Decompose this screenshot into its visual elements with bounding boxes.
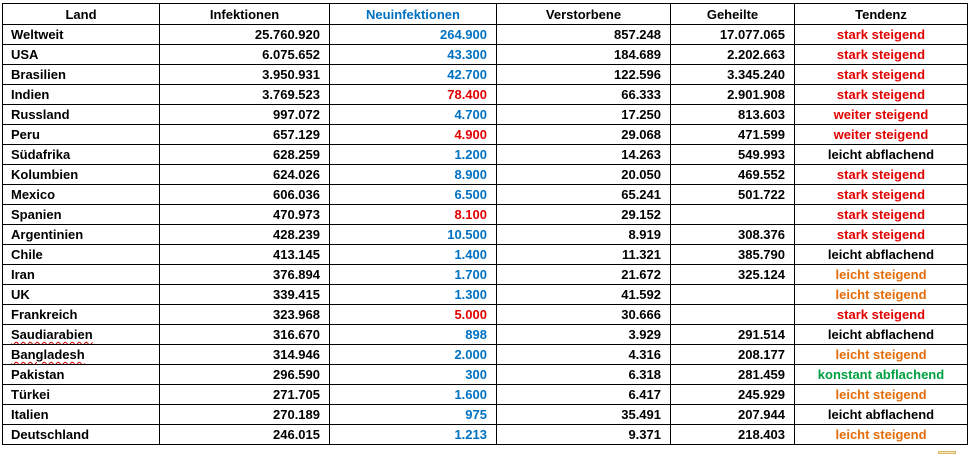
cell-geheilte: 3.345.240: [671, 65, 795, 85]
cell-tendenz: leicht abflachend: [795, 405, 968, 425]
cell-verstorbene: 29.152: [497, 205, 671, 225]
cell-land: [3, 345, 160, 365]
table-row: [3, 245, 968, 265]
cell-neuinfektionen: 1.200: [330, 145, 497, 165]
cell-infektionen: 316.670: [160, 325, 330, 345]
cell-tendenz: leicht abflachend: [795, 245, 968, 265]
cell-infektionen: 3.769.523: [160, 85, 330, 105]
cell-infektionen: 376.894: [160, 265, 330, 285]
cell-geheilte: [671, 285, 795, 305]
cell-geheilte: 325.124: [671, 265, 795, 285]
cell-verstorbene: 6.318: [497, 365, 671, 385]
cell-infektionen: 271.705: [160, 385, 330, 405]
cell-tendenz: leicht steigend: [795, 285, 968, 305]
cell-neuinfektionen: 1.600: [330, 385, 497, 405]
header-land: Land: [3, 4, 160, 25]
spellcheck-underlined-text: Bangladesh: [11, 347, 85, 362]
cell-neuinfektionen: 1.213: [330, 425, 497, 445]
cell-verstorbene: 14.263: [497, 145, 671, 165]
table-row: [3, 365, 968, 385]
cell-tendenz: leicht abflachend: [795, 325, 968, 345]
cell-neuinfektionen: 6.500: [330, 185, 497, 205]
cell-tendenz: leicht steigend: [795, 345, 968, 365]
cell-tendenz: leicht steigend: [795, 385, 968, 405]
cell-tendenz: leicht steigend: [795, 425, 968, 445]
cell-geheilte: 501.722: [671, 185, 795, 205]
cell-land: Indien: [3, 85, 160, 105]
cell-verstorbene: 35.491: [497, 405, 671, 425]
cell-neuinfektionen: 300: [330, 365, 497, 385]
cell-tendenz: stark steigend: [795, 305, 968, 325]
cell-land: USA: [3, 45, 160, 65]
cell-verstorbene: 29.068: [497, 125, 671, 145]
table-row: [3, 345, 968, 365]
table-row: [3, 425, 968, 445]
cell-land: Brasilien: [3, 65, 160, 85]
cell-land: UK: [3, 285, 160, 305]
cell-geheilte: 813.603: [671, 105, 795, 125]
cell-infektionen: 657.129: [160, 125, 330, 145]
cell-neuinfektionen: 42.700: [330, 65, 497, 85]
cell-infektionen: 323.968: [160, 305, 330, 325]
cell-verstorbene: 857.248: [497, 25, 671, 45]
cell-infektionen: 314.946: [160, 345, 330, 365]
cell-geheilte: 291.514: [671, 325, 795, 345]
cell-geheilte: 385.790: [671, 245, 795, 265]
cell-tendenz: weiter steigend: [795, 105, 968, 125]
cell-land: Mexico: [3, 185, 160, 205]
cell-tendenz: stark steigend: [795, 65, 968, 85]
table-row: [3, 165, 968, 185]
table-row: [3, 85, 968, 105]
table-row: [3, 225, 968, 245]
cell-neuinfektionen: 43.300: [330, 45, 497, 65]
cell-verstorbene: 17.250: [497, 105, 671, 125]
cell-land: Spanien: [3, 205, 160, 225]
cell-geheilte: 208.177: [671, 345, 795, 365]
table-row: [3, 325, 968, 345]
cell-geheilte: 2.202.663: [671, 45, 795, 65]
cell-land: [3, 325, 160, 345]
cell-neuinfektionen: 975: [330, 405, 497, 425]
cell-neuinfektionen: 10.500: [330, 225, 497, 245]
cell-geheilte: 245.929: [671, 385, 795, 405]
header-row: [3, 4, 968, 25]
cell-neuinfektionen: 5.000: [330, 305, 497, 325]
cell-verstorbene: 184.689: [497, 45, 671, 65]
cell-tendenz: stark steigend: [795, 225, 968, 245]
cell-verstorbene: 9.371: [497, 425, 671, 445]
table-body: [3, 25, 968, 445]
cell-land: Russland: [3, 105, 160, 125]
table-row: [3, 25, 968, 45]
cell-tendenz: stark steigend: [795, 165, 968, 185]
cell-geheilte: 17.077.065: [671, 25, 795, 45]
cell-verstorbene: 41.592: [497, 285, 671, 305]
cell-land: Türkei: [3, 385, 160, 405]
cell-land: Weltweit: [3, 25, 160, 45]
cell-land: Chile: [3, 245, 160, 265]
table-row: [3, 205, 968, 225]
cell-tendenz: leicht steigend: [795, 265, 968, 285]
header-infektionen: Infektionen: [160, 4, 330, 25]
cell-geheilte: 207.944: [671, 405, 795, 425]
cell-geheilte: 469.552: [671, 165, 795, 185]
cell-land: Italien: [3, 405, 160, 425]
cell-infektionen: 624.026: [160, 165, 330, 185]
cell-verstorbene: 66.333: [497, 85, 671, 105]
cell-infektionen: 6.075.652: [160, 45, 330, 65]
cell-verstorbene: 30.666: [497, 305, 671, 325]
cell-infektionen: 3.950.931: [160, 65, 330, 85]
header-tendenz: Tendenz: [795, 4, 968, 25]
cell-infektionen: 25.760.920: [160, 25, 330, 45]
cell-neuinfektionen: 1.300: [330, 285, 497, 305]
header-neuinfektionen: Neuinfektionen: [330, 4, 497, 25]
cell-geheilte: 2.901.908: [671, 85, 795, 105]
cell-geheilte: 471.599: [671, 125, 795, 145]
cell-tendenz: stark steigend: [795, 45, 968, 65]
cell-verstorbene: 6.417: [497, 385, 671, 405]
table-row: [3, 385, 968, 405]
cell-tendenz: konstant abflachend: [795, 365, 968, 385]
cell-geheilte: 218.403: [671, 425, 795, 445]
cell-neuinfektionen: 4.900: [330, 125, 497, 145]
cell-land: Deutschland: [3, 425, 160, 445]
cell-land: Südafrika: [3, 145, 160, 165]
cell-tendenz: stark steigend: [795, 25, 968, 45]
cell-neuinfektionen: 1.700: [330, 265, 497, 285]
cell-verstorbene: 8.919: [497, 225, 671, 245]
cell-geheilte: [671, 305, 795, 325]
table-row: [3, 285, 968, 305]
cell-neuinfektionen: 8.100: [330, 205, 497, 225]
cell-neuinfektionen: 898: [330, 325, 497, 345]
cell-tendenz: weiter steigend: [795, 125, 968, 145]
cell-verstorbene: 21.672: [497, 265, 671, 285]
cell-verstorbene: 20.050: [497, 165, 671, 185]
cell-infektionen: 296.590: [160, 365, 330, 385]
cell-tendenz: leicht abflachend: [795, 145, 968, 165]
cell-infektionen: 339.415: [160, 285, 330, 305]
table-row: [3, 105, 968, 125]
spellcheck-underlined-text: Saudiarabien: [11, 327, 93, 342]
cell-geheilte: 281.459: [671, 365, 795, 385]
cell-infektionen: 628.259: [160, 145, 330, 165]
cell-land: Pakistan: [3, 365, 160, 385]
cell-neuinfektionen: 78.400: [330, 85, 497, 105]
table-row: [3, 185, 968, 205]
table-row: [3, 65, 968, 85]
cell-verstorbene: 65.241: [497, 185, 671, 205]
cell-neuinfektionen: 4.700: [330, 105, 497, 125]
table-row: [3, 145, 968, 165]
cell-land: Iran: [3, 265, 160, 285]
cell-verstorbene: 11.321: [497, 245, 671, 265]
cell-infektionen: 997.072: [160, 105, 330, 125]
cell-neuinfektionen: 264.900: [330, 25, 497, 45]
table-row: [3, 405, 968, 425]
cell-tendenz: stark steigend: [795, 205, 968, 225]
cell-land: Frankreich: [3, 305, 160, 325]
cell-infektionen: 270.189: [160, 405, 330, 425]
cell-geheilte: [671, 205, 795, 225]
cell-neuinfektionen: 2.000: [330, 345, 497, 365]
cell-geheilte: 549.993: [671, 145, 795, 165]
table-row: [3, 305, 968, 325]
cell-infektionen: 413.145: [160, 245, 330, 265]
table-row: [3, 265, 968, 285]
cell-land: Peru: [3, 125, 160, 145]
cell-geheilte: 308.376: [671, 225, 795, 245]
cell-verstorbene: 4.316: [497, 345, 671, 365]
cell-infektionen: 470.973: [160, 205, 330, 225]
cell-land: Argentinien: [3, 225, 160, 245]
cell-tendenz: stark steigend: [795, 85, 968, 105]
cell-neuinfektionen: 8.900: [330, 165, 497, 185]
cell-infektionen: 428.239: [160, 225, 330, 245]
table-row: [3, 125, 968, 145]
cell-tendenz: stark steigend: [795, 185, 968, 205]
header-verstorbene: Verstorbene: [497, 4, 671, 25]
cell-neuinfektionen: 1.400: [330, 245, 497, 265]
header-geheilte: Geheilte: [671, 4, 795, 25]
table-row: [3, 45, 968, 65]
covid-statistics-table: [2, 3, 968, 445]
cell-verstorbene: 3.929: [497, 325, 671, 345]
cell-infektionen: 606.036: [160, 185, 330, 205]
cell-verstorbene: 122.596: [497, 65, 671, 85]
cell-infektionen: 246.015: [160, 425, 330, 445]
cell-land: Kolumbien: [3, 165, 160, 185]
